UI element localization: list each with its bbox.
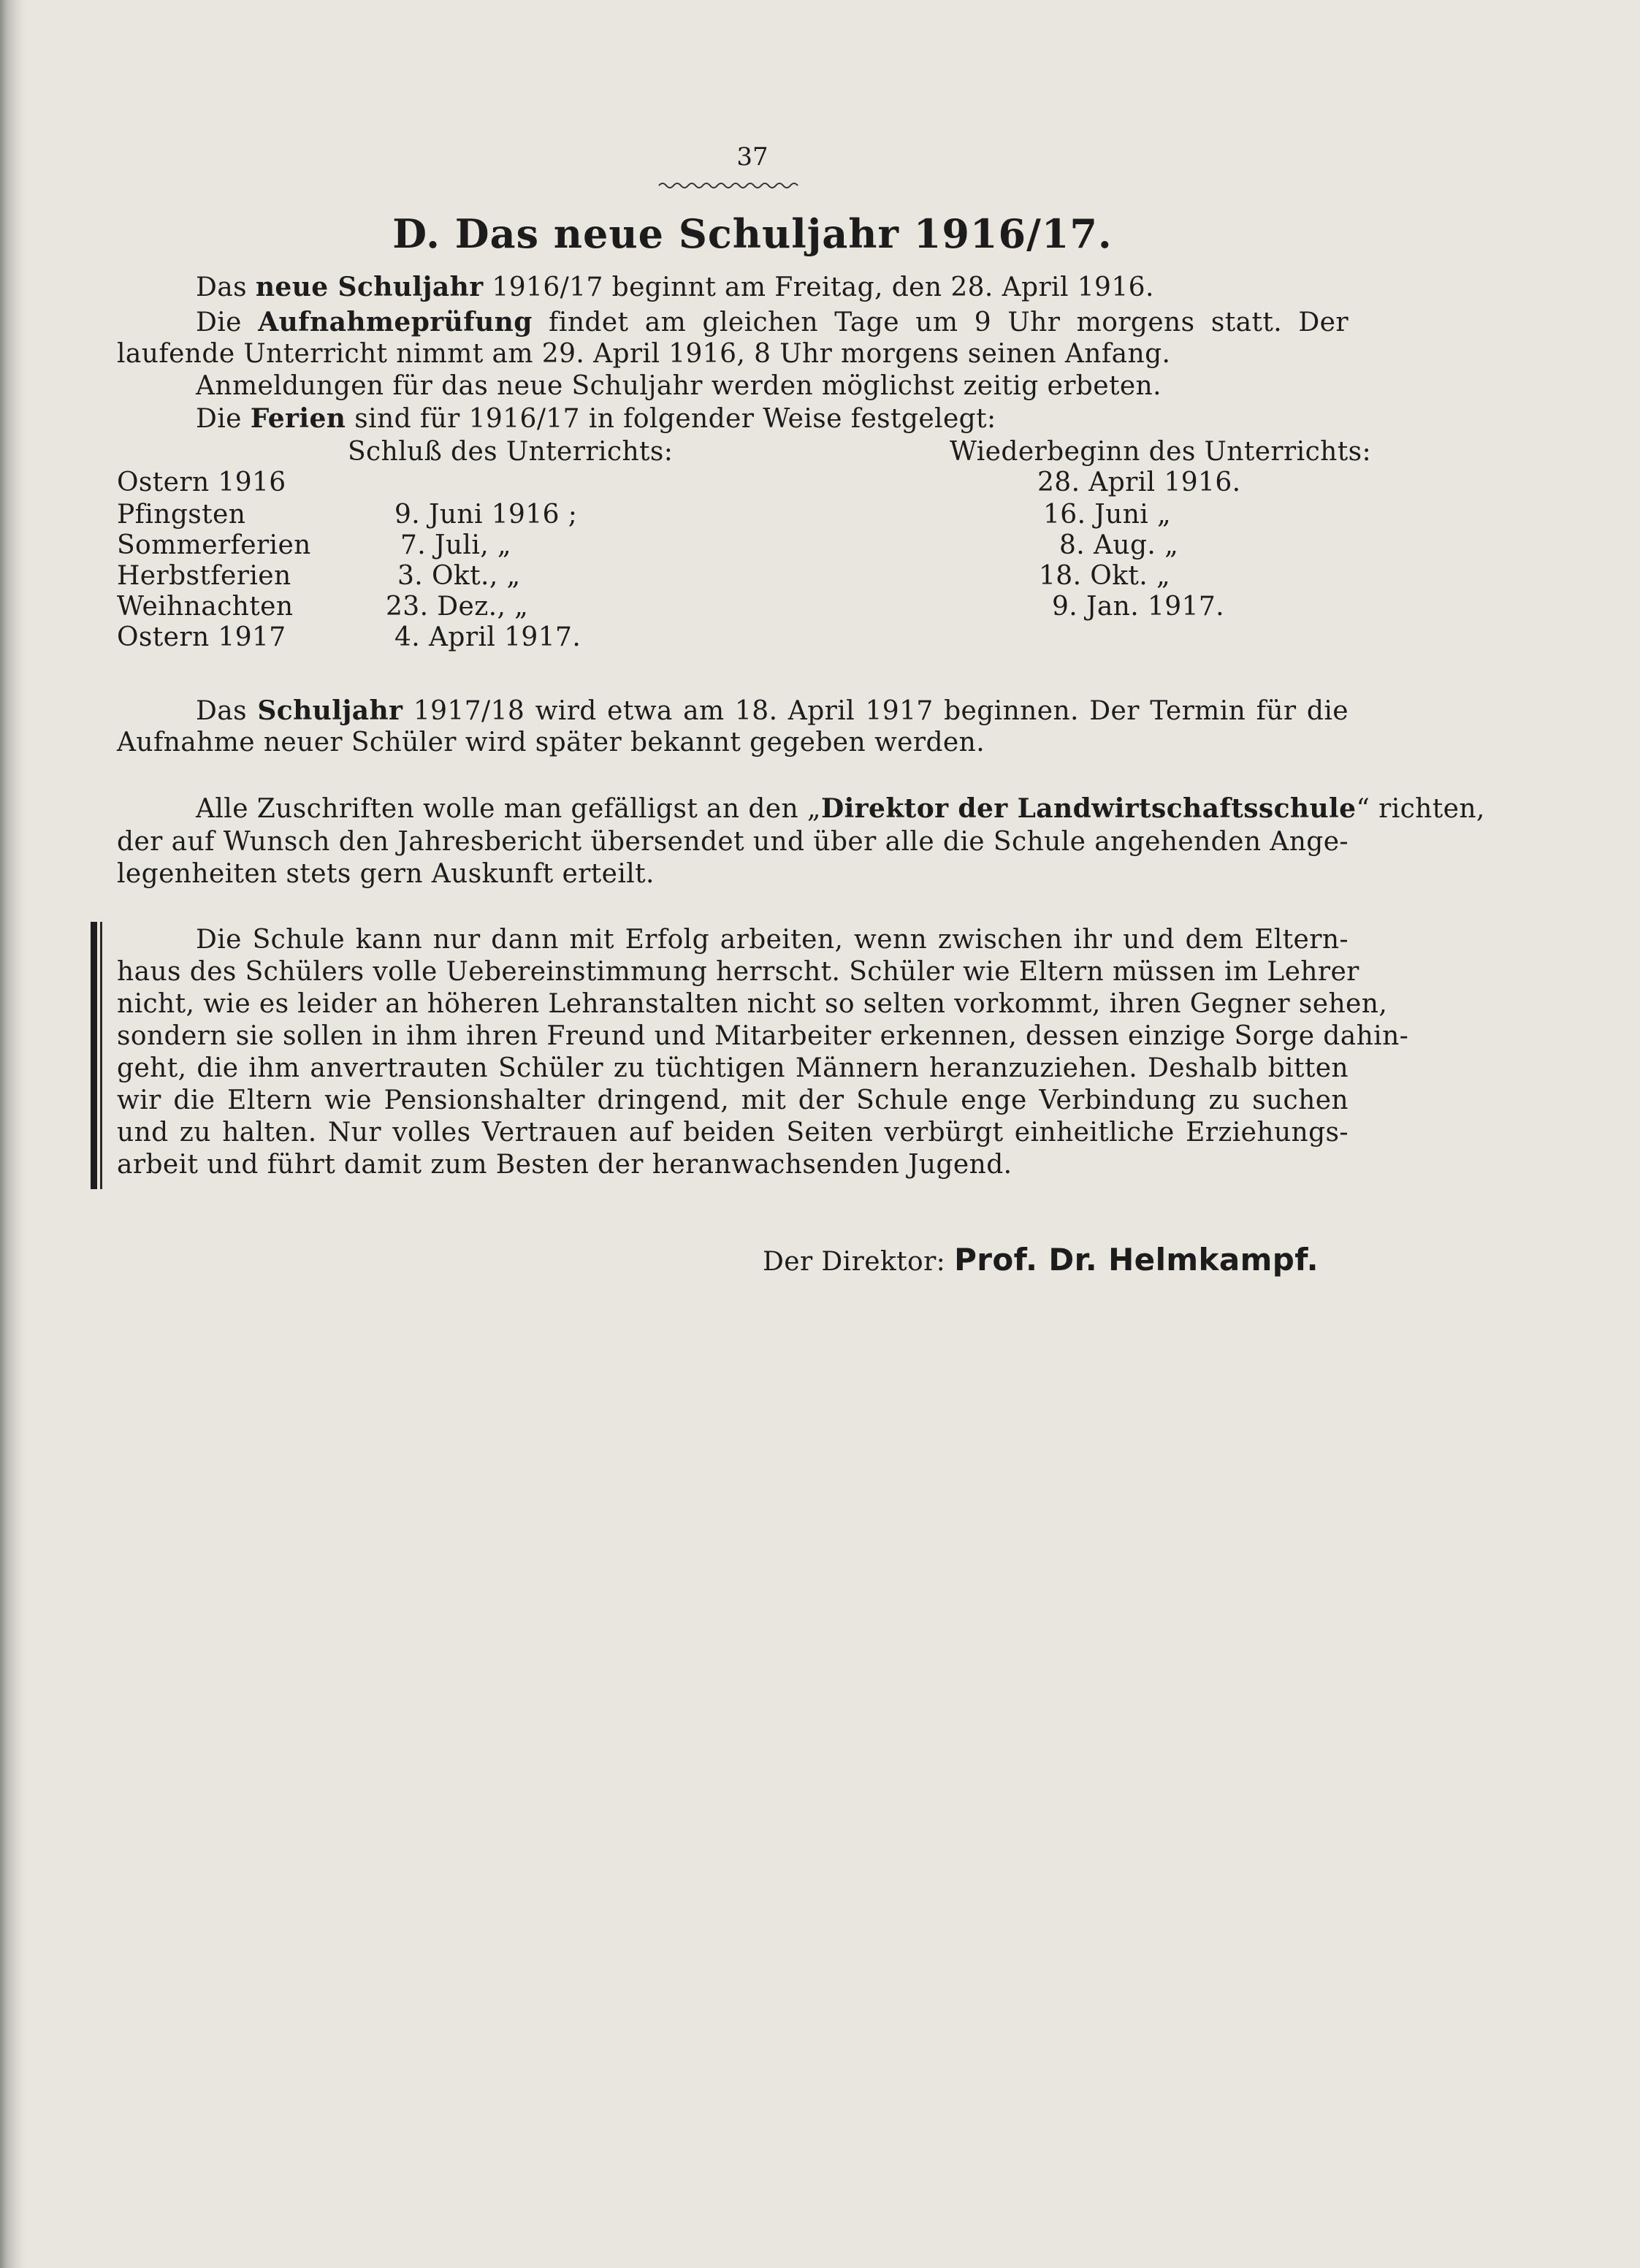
next-year-line-1-bold: Schuljahr [257,695,403,726]
contact-line-2: der auf Wunsch den Jahresbericht übersendet und über alle die Schule angehenden Ange- [117,827,1349,857]
intro-line-2-a: Die [196,308,259,337]
intro-line-1-bold: neue Schuljahr [255,272,484,302]
next-year-line-1-a: Das [196,696,258,726]
signature-label: Der Direktor: [763,1247,946,1277]
page-number-ornament [657,180,804,191]
notice-line-7: und zu halten. Nur volles Vertrauen auf beiden Seiten verbürgt einheitliche Erziehungs- [117,1118,1349,1148]
intro-line-3: laufende Unterricht nimmt am 29. April 1916, 8 Uhr morgens seinen Anfang. [117,339,1171,369]
notice-line-4: sondern sie sollen in ihm ihren Freund und Mitarbeiter erkennen, dessen einzige Sorge dahin- [117,1021,1409,1051]
page-number: 37 [736,142,768,172]
holiday-row-end: 9. Juni 1916 ; [394,500,578,530]
next-year-line-1 [196,695,1349,726]
holiday-row-name: Sommerferien [117,530,311,560]
holiday-row-resume: 18. Okt. „ [1039,561,1171,591]
contact-line-1-c: “ richten, [1356,794,1485,824]
intro-line-2 [196,307,1349,337]
next-year-line-2: Aufnahme neuer Schüler wird später bekannt gegeben werden. [117,728,985,757]
contact-line-1-bold: Direktor der Landwirtschaftsschule [820,793,1357,824]
scan-left-edge [0,0,25,2268]
holiday-row-name: Ostern 1916 [117,467,286,497]
holiday-row-resume: 9. Jan. 1917. [1052,592,1225,622]
intro-line-1-c: 1916/17 beginnt am Freitag, den 28. April 1916. [483,272,1154,302]
holiday-row-name: Herbstferien [117,561,291,591]
intro-line-2-c: findet am gleichen Tage um 9 Uhr morgens statt. Der [532,308,1349,337]
signature-name: Prof. Dr. Helmkampf. [954,1242,1319,1278]
intro-line-2-bold: Aufnahmeprüfung [258,307,533,337]
intro-line-5-c: sind für 1916/17 in folgender Weise festgelegt: [346,404,996,434]
holiday-row-end: 4. April 1917. [394,622,581,652]
signature [763,1242,1319,1278]
holiday-row-resume: 16. Juni „ [1043,500,1172,530]
holiday-row-name: Weihnachten [117,592,294,622]
holiday-row-name: Ostern 1917 [117,622,286,652]
notice-margin-bar-thin [100,922,102,1189]
intro-line-1-a: Das [196,272,256,302]
notice-line-5: geht, die ihm anvertrauten Schüler zu tüchtigen Männern heranzuziehen. Deshalb bitten [117,1053,1349,1083]
holiday-row-end: 7. Juli, „ [400,530,511,560]
notice-margin-bar [91,922,97,1189]
notice-line-1: Die Schule kann nur dann mit Erfolg arbeiten, wenn zwischen ihr und dem Eltern- [196,925,1349,955]
intro-line-5-bold: Ferien [250,403,346,434]
notice-line-6: wir die Eltern wie Pensionshalter dringend, mit der Schule enge Verbindung zu suchen [117,1085,1349,1115]
col-header-resume: Wiederbeginn des Unterrichts: [950,437,1371,467]
contact-line-3: legenheiten stets gern Auskunft erteilt. [117,859,655,889]
holiday-row-name: Pfingsten [117,500,246,530]
notice-line-3: nicht, wie es leider an höheren Lehranstalten nicht so selten vorkommt, ihren Gegner sehen, [117,989,1388,1019]
contact-line-1-a: Alle Zuschriften wolle man gefälligst an den „ [196,794,821,824]
notice-line-8: arbeit und führt damit zum Besten der heranwachsenden Jugend. [117,1150,1012,1180]
intro-line-4: Anmeldungen für das neue Schuljahr werden möglichst zeitig erbeten. [196,371,1162,401]
intro-line-5 [196,403,996,434]
holiday-row-resume: 28. April 1916. [1037,467,1241,497]
holiday-row-resume: 8. Aug. „ [1059,530,1179,560]
intro-line-1 [196,272,1154,302]
holiday-row-end: 23. Dez., „ [386,592,529,622]
notice-line-2: haus des Schülers volle Uebereinstimmung herrscht. Schüler wie Eltern müssen im Lehrer [117,957,1359,987]
col-header-end: Schluß des Unterrichts: [348,437,674,467]
holiday-row-end: 3. Okt., „ [397,561,521,591]
contact-line-1 [196,793,1485,824]
next-year-line-1-c: 1917/18 wird etwa am 18. April 1917 beginnen. Der Termin für die [403,696,1349,726]
section-heading: D. Das neue Schuljahr 1916/17. [392,210,1113,257]
intro-line-5-a: Die [196,404,251,434]
